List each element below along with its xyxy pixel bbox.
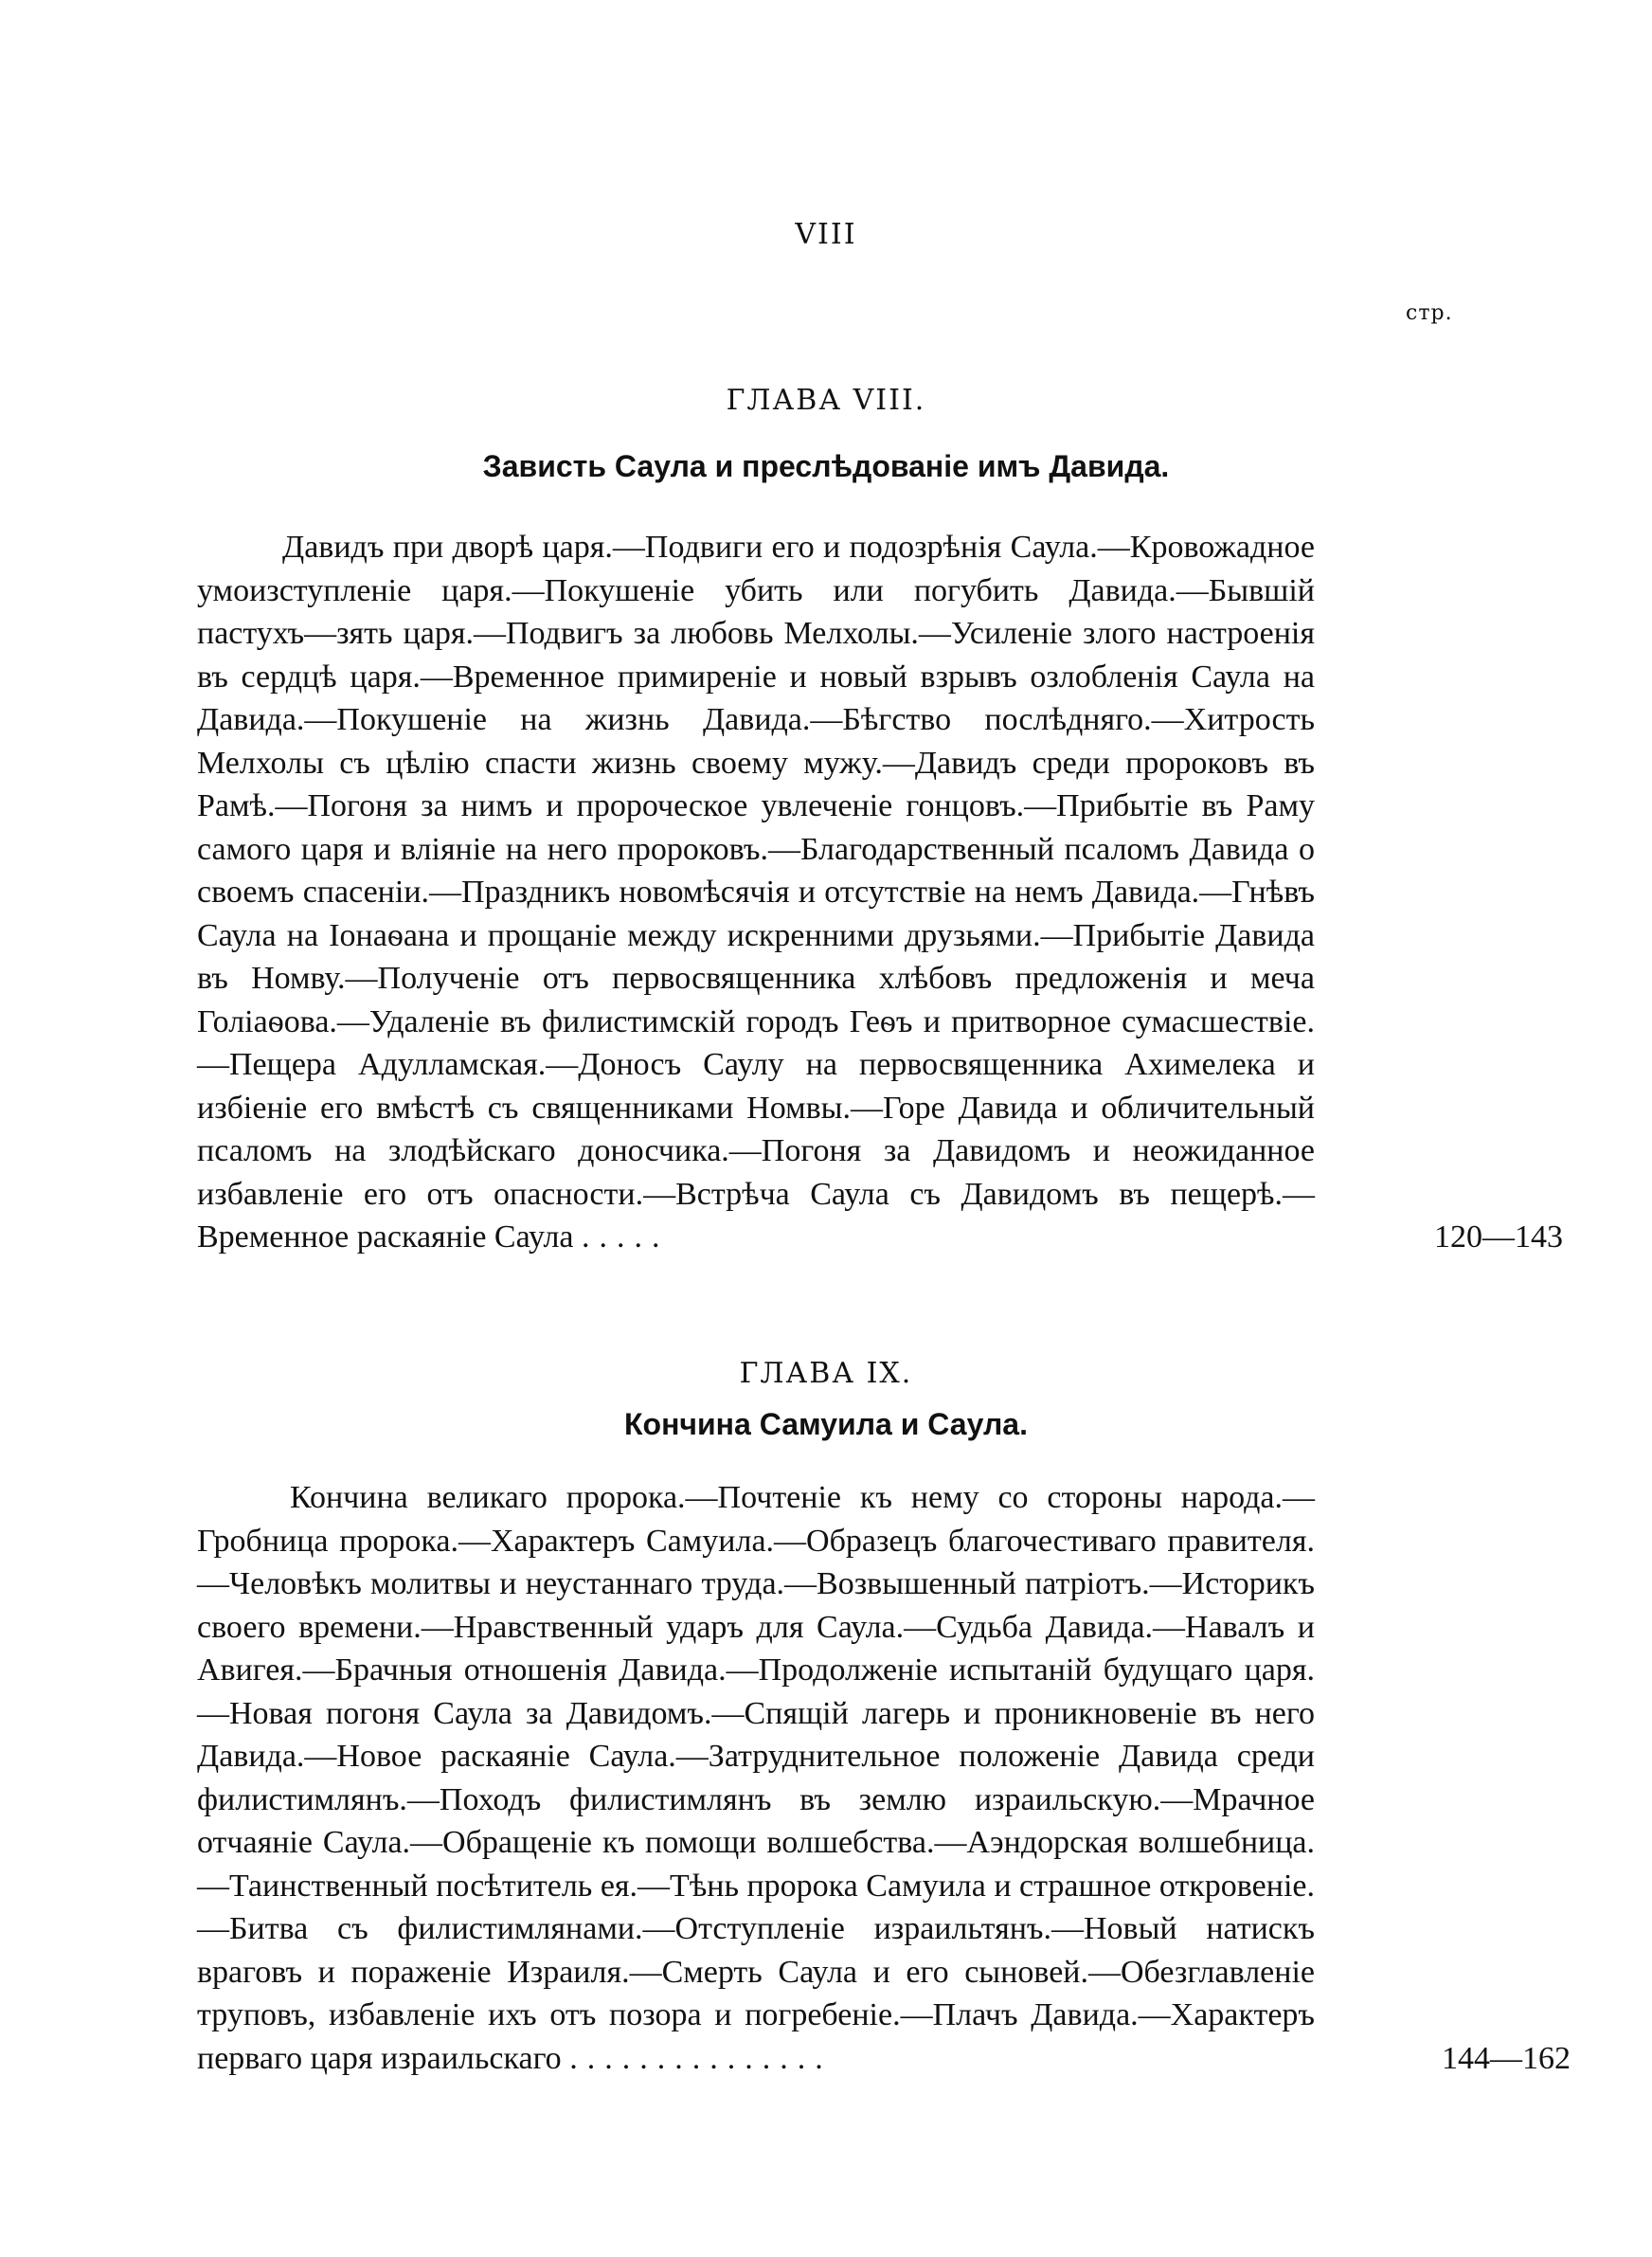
- chapter-9-entry: [0, 1357, 1652, 2080]
- chapter-heading: ГЛАВА VIII.: [726, 384, 926, 417]
- page-number: VIII: [795, 218, 857, 251]
- chapter-summary: [197, 526, 1563, 1259]
- page-range: 120—143: [1434, 1219, 1563, 1255]
- chapter-summary-text: Кончина великаго пророка.—Почтеніе къ нему со стороны народа.—Гробница пророка.—Характеръ Самуила.—Образецъ благочестиваго правителя.—Человѣкъ молитвы и неустаннаго труда.—Возвышенный патріотъ.—Историкъ своего времени.—Нравственный ударъ для Саула.—Судьба Давида.—Навалъ и Авигея.—Брачныя отношенія Давида.—Продолженіе испытаній будущаго царя.—Новая погоня Саула за Давидомъ.—Спящій лагерь и проникновеніе въ него Давида.—Новое раскаяніе Саула.—Затруднительное положеніе Давида среди филистимлянъ.—Походъ филистимлянъ въ землю израильскую.—Мрачное отчаяніе Саула.—Обращеніе къ помощи волшебства.—Аэндорская волшебница.—Таинственный посѣтитель ея.—Тѣнь пророка Самуила и страшное откровеніе.—Битва съ филистимлянами.—Отступленіе израильтянъ.—Новый натискъ враговъ и пораженіе Израиля.—Смерть Саула и его сыновей.—Обезглавленіе труповъ, избавленіе ихъ отъ позора и погребеніе.—Плачъ Давида.—Характеръ перваго царя израильскаго: [197, 1480, 1315, 2076]
- page-range: 144—162: [1442, 2040, 1571, 2076]
- chapter-title: Кончина Самуила и Саула.: [624, 1407, 1028, 1441]
- leader-dots: .....: [582, 1219, 670, 1255]
- chapter-title: Зависть Саула и преслѣдованіе имъ Давида.: [482, 449, 1170, 483]
- chapter-summary-text: Давидъ при дворѣ царя.—Подвиги его и подозрѣнія Саула.—Кровожадное умоизступленіе царя.—Покушеніе убить или погубить Давида.—Бывшій пастухъ—зять царя.—Подвигъ за любовь Мелхолы.—Усиленіе злого настроенія въ сердцѣ царя.—Временное примиреніе и новый взрывъ озлобленія Саула на Давида.—Покушеніе на жизнь Давида.—Бѣгство послѣдняго.—Хитрость Мелхолы съ цѣлію спасти жизнь своему мужу.—Давидъ среди пророковъ въ Рамѣ.—Погоня за нимъ и пророческое увлеченіе гонцовъ.—Прибытіе въ Раму самого царя и вліяніе на него пророковъ.—Благодарственный псаломъ Давида о своемъ спасеніи.—Праздникъ новомѣсячія и отсутствіе на немъ Давида.—Гнѣвъ Саула на Іонаѳана и прощаніе между искренними друзьями.—Прибытіе Давида въ Номву.—Полученіе отъ первосвященника хлѣбовъ предложенія и меча Голіаѳова.—Удаленіе въ филистимскій городъ Геѳъ и притворное сумасшествіе.—Пещера Адулламская.—Доносъ Саулу на первосвященника Ахимелека и избіеніе его вмѣстѣ съ священниками Номвы.—Горе Давида и обличительный псаломъ на злодѣйскаго доносчика.—Погоня за Давидомъ и неожиданное избавленіе его отъ опасности.—Встрѣча Саула съ Давидомъ въ пещерѣ.—Временное раскаяніе Саула: [197, 530, 1315, 1255]
- leader-dots: ...............: [569, 2040, 833, 2076]
- chapter-8-entry: [0, 384, 1652, 1259]
- pages-column-label: стр.: [1406, 301, 1453, 325]
- chapter-summary: [197, 1476, 1571, 2080]
- chapter-heading: ГЛАВА IX.: [739, 1357, 913, 1390]
